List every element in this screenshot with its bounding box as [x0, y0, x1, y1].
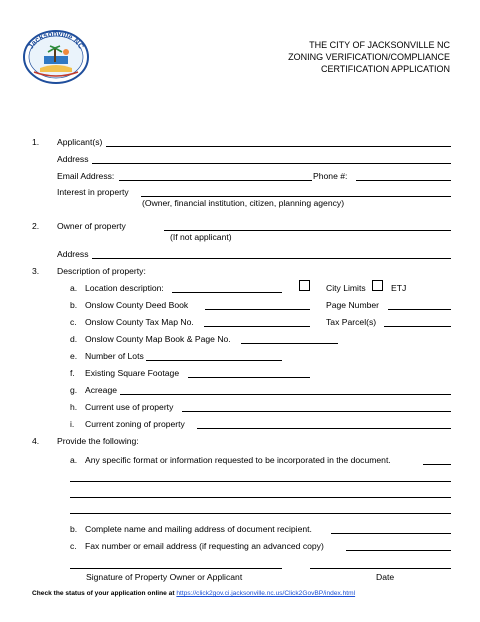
owner-address-field[interactable]	[92, 258, 451, 259]
owner-label: Owner of property	[57, 221, 126, 231]
section-3-number: 3.	[32, 266, 40, 276]
format-info-line-3[interactable]	[70, 497, 451, 498]
current-use-label: Current use of property	[85, 402, 174, 412]
tax-map-field[interactable]	[204, 326, 310, 327]
item-c-letter: c.	[70, 317, 77, 327]
map-book-field[interactable]	[241, 343, 338, 344]
item-a-letter: a.	[70, 283, 78, 293]
provide-title: Provide the following:	[57, 436, 139, 446]
item-d-letter: d.	[70, 334, 78, 344]
map-book-label: Onslow County Map Book & Page No.	[85, 334, 231, 344]
item-g-letter: g.	[70, 385, 78, 395]
applicant-label: Applicant(s)	[57, 137, 103, 147]
current-zoning-label: Current zoning of property	[85, 419, 185, 429]
interest-note: (Owner, financial institution, citizen, planning agency)	[142, 198, 345, 208]
etj-checkbox[interactable]	[372, 280, 383, 291]
date-label: Date	[376, 572, 395, 582]
item-4c-letter: c.	[70, 541, 77, 551]
interest-label: Interest in property	[57, 187, 129, 197]
city-logo	[22, 28, 90, 84]
etj-label: ETJ	[391, 283, 407, 293]
owner-field[interactable]	[164, 230, 451, 231]
tax-parcel-field[interactable]	[384, 326, 451, 327]
phone-field[interactable]	[356, 180, 451, 181]
address-label: Address	[57, 154, 89, 164]
format-info-line-4[interactable]	[70, 513, 451, 514]
location-field[interactable]	[172, 292, 282, 293]
deed-book-field[interactable]	[205, 309, 310, 310]
format-info-line-2[interactable]	[70, 481, 451, 482]
tax-map-label: Onslow County Tax Map No.	[85, 317, 194, 327]
square-footage-label: Existing Square Footage	[85, 368, 180, 378]
description-title: Description of property:	[57, 266, 146, 276]
city-limits-label: City Limits	[326, 283, 366, 293]
email-field[interactable]	[119, 180, 312, 181]
acreage-label: Acreage	[85, 385, 118, 395]
item-h-letter: h.	[70, 402, 78, 412]
lots-field[interactable]	[146, 360, 282, 361]
deed-book-label: Onslow County Deed Book	[85, 300, 189, 310]
date-field[interactable]	[310, 568, 451, 569]
email-label: Email Address:	[57, 171, 115, 181]
square-footage-field[interactable]	[188, 377, 310, 378]
owner-note: (If not applicant)	[170, 232, 232, 242]
footer-text: Check the status of your application online at	[32, 590, 175, 597]
lots-label: Number of Lots	[85, 351, 144, 361]
recipient-field[interactable]	[331, 533, 451, 534]
format-info-label: Any specific format or information requested to be incorporated in the document.	[85, 455, 391, 465]
acreage-field[interactable]	[120, 394, 451, 395]
header-line-1: THE CITY OF JACKSONVILLE NC	[309, 40, 450, 50]
current-use-field[interactable]	[182, 411, 451, 412]
owner-address-label: Address	[57, 249, 89, 259]
city-limits-checkbox[interactable]	[299, 280, 310, 291]
location-label: Location description:	[85, 283, 164, 293]
phone-label: Phone #:	[313, 171, 348, 181]
address-field[interactable]	[92, 163, 451, 164]
format-info-field[interactable]	[423, 464, 451, 465]
current-zoning-field[interactable]	[197, 428, 451, 429]
section-1-number: 1.	[32, 137, 40, 147]
item-4a-letter: a.	[70, 455, 78, 465]
page-number-field[interactable]	[388, 309, 451, 310]
signature-field[interactable]	[70, 568, 282, 569]
interest-field[interactable]	[141, 196, 451, 197]
header-line-3: CERTIFICATION APPLICATION	[320, 64, 450, 74]
applicant-field[interactable]	[106, 146, 451, 147]
item-e-letter: e.	[70, 351, 78, 361]
city-seal-icon	[22, 28, 90, 84]
item-i-letter: i.	[70, 419, 75, 429]
logo-text: Jacksonville NC	[25, 28, 87, 51]
recipient-label: Complete name and mailing address of document recipient.	[85, 524, 312, 534]
item-b-letter: b.	[70, 300, 78, 310]
footer	[32, 590, 355, 598]
section-2-number: 2.	[32, 221, 40, 231]
item-f-letter: f.	[70, 368, 75, 378]
fax-email-label: Fax number or email address (if requesting an advanced copy)	[85, 541, 324, 551]
item-4b-letter: b.	[70, 524, 78, 534]
tax-parcel-label: Tax Parcel(s)	[326, 317, 377, 327]
page-number-label: Page Number	[326, 300, 380, 310]
status-link[interactable]: https://click2gov.ci.jacksonville.nc.us/Click2GovBP/index.html	[176, 590, 356, 597]
fax-email-field[interactable]	[346, 550, 451, 551]
section-4-number: 4.	[32, 436, 40, 446]
header-line-2: ZONING VERIFICATION/COMPLIANCE	[288, 52, 450, 62]
signature-label: Signature of Property Owner or Applicant	[86, 572, 243, 582]
